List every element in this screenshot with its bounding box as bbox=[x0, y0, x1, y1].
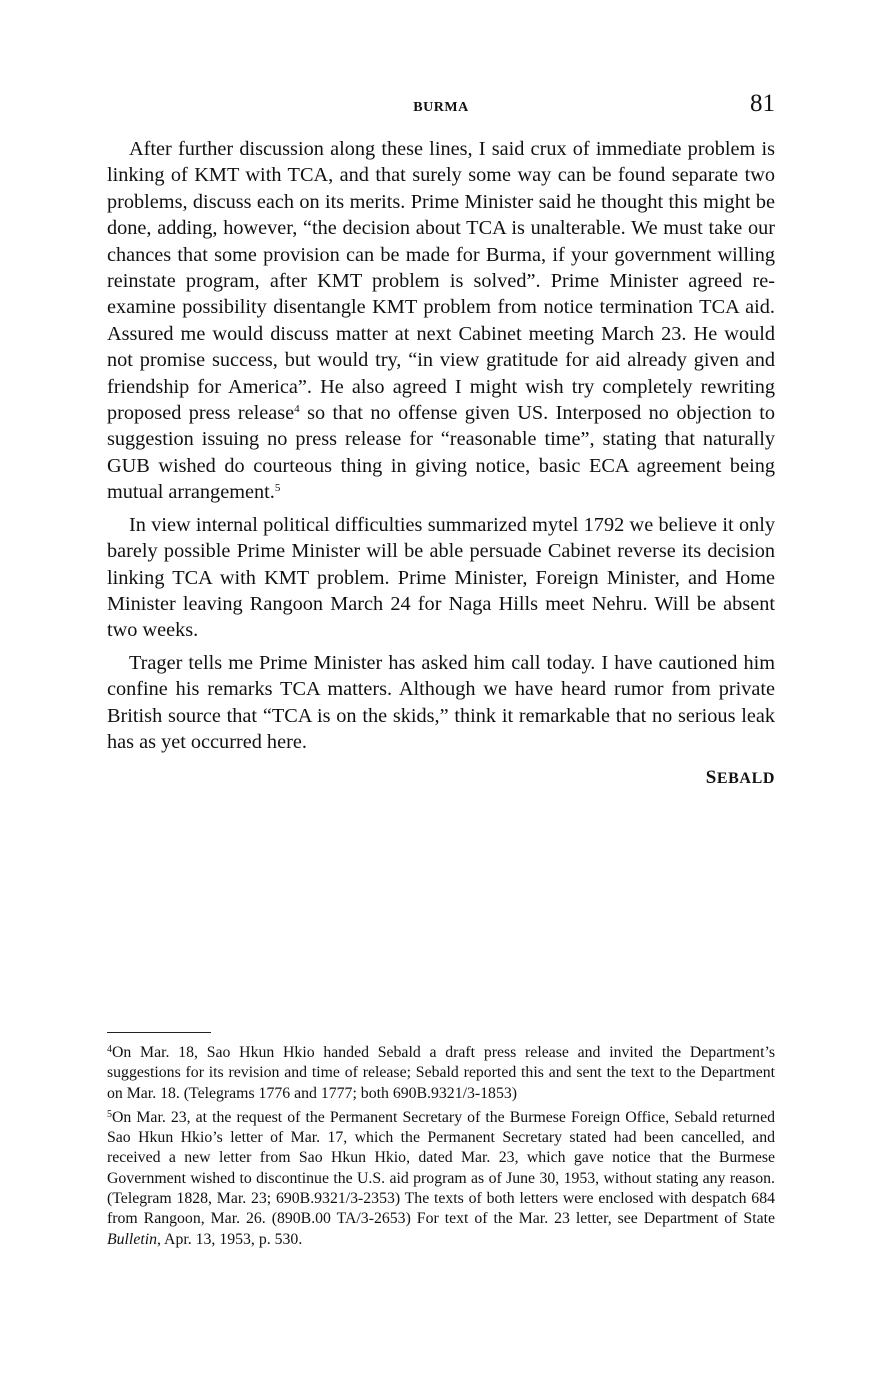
signature-initial: S bbox=[705, 767, 717, 789]
body-text bbox=[107, 136, 775, 789]
footnote-5-mark: 5 bbox=[107, 1108, 112, 1120]
paragraph-1 bbox=[107, 136, 775, 506]
footnote-ref-4: 4 bbox=[294, 403, 300, 416]
paragraph-1-text-b: so that no offense given US. Interposed no objection to suggestion issuing no press release for “reasonable time”, stating that naturally GUB wished do courteous thing in giving notice, basic ECA agreement being mutual arrangement. bbox=[107, 402, 775, 504]
footnotes bbox=[107, 1032, 775, 1254]
page bbox=[107, 88, 775, 789]
signature bbox=[107, 767, 775, 789]
page-number: 81 bbox=[750, 90, 775, 117]
paragraph-1-text-a: After further discussion along these lines, I said crux of immediate problem is linking of KMT with TCA, and that surely some way can be found separate two problems, discuss each on its merits. Prime Minister said he thought this might be done, adding, however, “the decision about TCA is unalterable. We must take our chances that some provision can be made for Burma, if your government willing reinstate program, after KMT problem is solved”. Prime Minister agreed re-examine possibility disentangle KMT problem from notice termination TCA aid. Assured me would discuss matter at next Cabinet meeting March 23. He would not promise success, but would try, “in view gratitude for aid already given and friendship for America”. He also agreed I might wish try completely rewriting proposed press release bbox=[107, 138, 775, 425]
running-head bbox=[107, 88, 775, 122]
running-title: BURMA bbox=[413, 100, 469, 115]
footnote-rule bbox=[107, 1032, 211, 1033]
paragraph-2: In view internal political difficulties summarized mytel 1792 we believe it only barely possible Prime Minister will be able persuade Cabinet reverse its decision linking TCA with KMT problem. Prime Minister, Foreign Minister, and Home Minister leaving Rangoon March 24 for Naga Hills meet Nehru. Will be absent two weeks. bbox=[107, 513, 775, 642]
footnote-5-text-a: On Mar. 23, at the request of the Permanent Secretary of the Burmese Foreign Office, Sebald returned Sao Hkun Hkio’s letter of Mar. 17, which the Permanent Secretary stated had been cancelled, and received a new letter from Sao Hkun Hkio, dated Mar. 23, which gave notice that the Burmese Government wished to discontinue the U.S. aid program as of June 30, 1953, without stating any reason. (Telegram 1828, Mar. 23; 690B.9321/3-2353) The texts of both letters were enclosed with despatch 684 from Rangoon, Mar. 26. (890B.00 TA/3-2653) For text of the Mar. 23 letter, see Department of State bbox=[107, 1108, 775, 1228]
footnote-4-mark: 4 bbox=[107, 1044, 112, 1055]
signature-rest: EBALD bbox=[716, 770, 775, 788]
footnote-ref-5: 5 bbox=[274, 482, 281, 495]
footnote-4 bbox=[107, 1043, 775, 1104]
paragraph-3: Trager tells me Prime Minister has asked him call today. I have cautioned him confine his remarks TCA matters. Although we have heard rumor from private British source that “TCA is on the skids,” think it remarkable that no serious leak has as yet occurred here. bbox=[107, 651, 775, 753]
footnote-5-bulletin: Bulletin bbox=[107, 1230, 158, 1248]
footnote-4-text: On Mar. 18, Sao Hkun Hkio handed Sebald a draft press release and invited the Department’s suggestions for its revision and time of release; Sebald reported this and sent the text to the Department on Mar. 18. (Telegrams 1776 and 1777; both 690B.9321/3-1853) bbox=[107, 1044, 775, 1102]
footnote-5-text-b: , Apr. 13, 1953, p. 530. bbox=[157, 1230, 303, 1248]
footnote-5 bbox=[107, 1108, 775, 1250]
